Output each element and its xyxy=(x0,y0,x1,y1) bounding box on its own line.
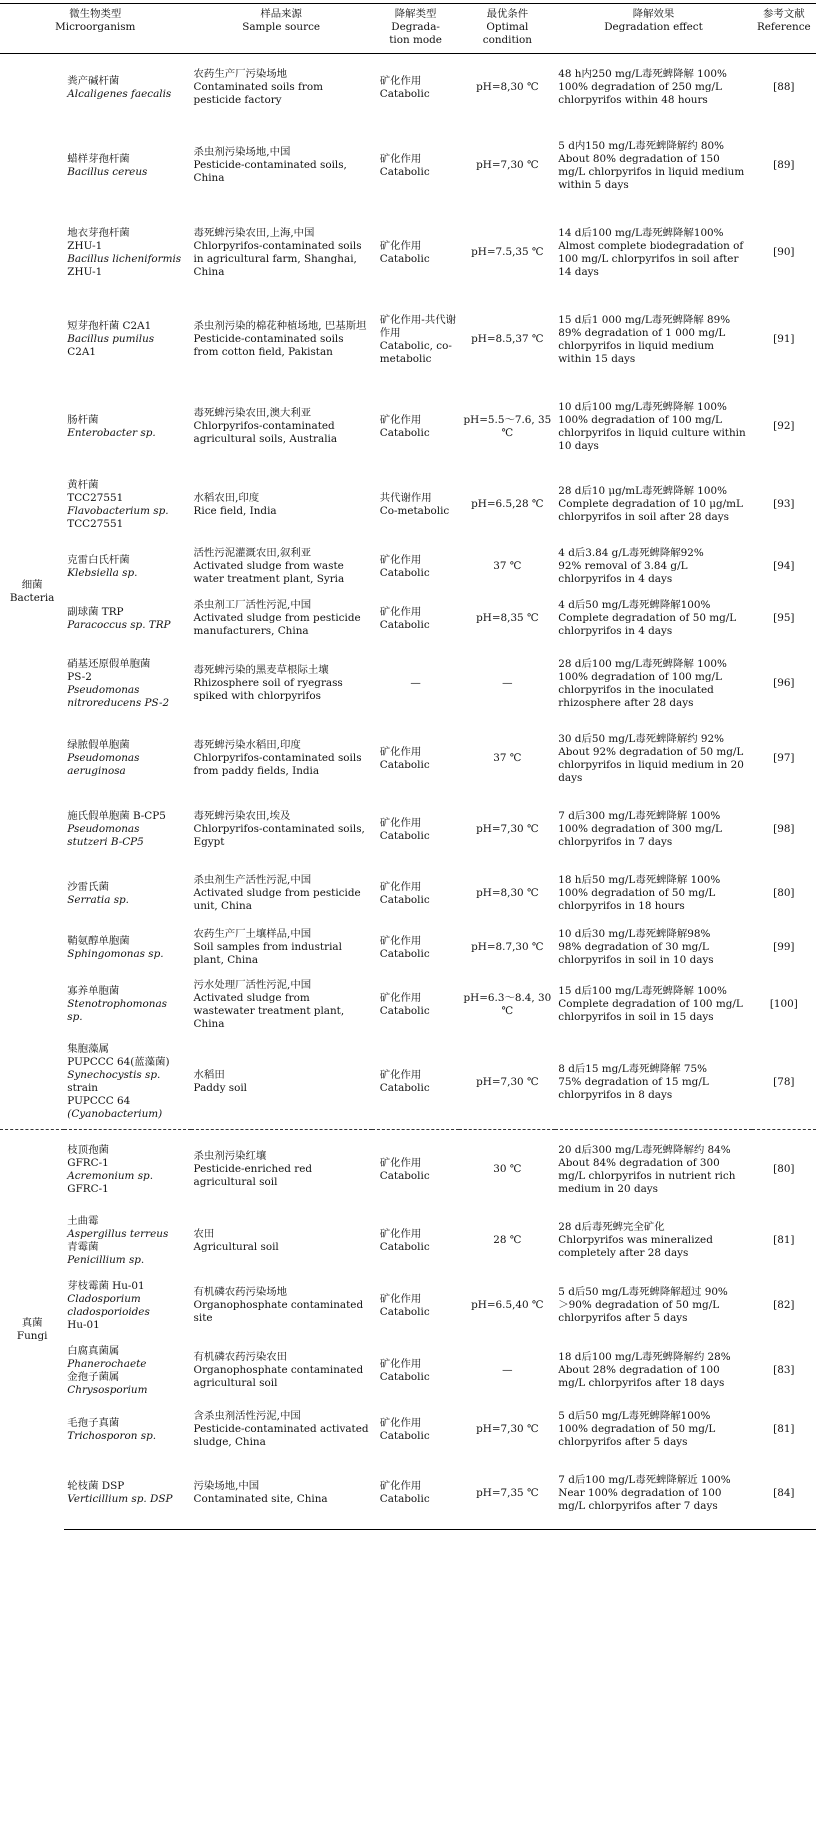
optimal-condition-cell: — xyxy=(502,1364,513,1376)
header-reference: 参考文献 Reference xyxy=(752,4,816,54)
table-row xyxy=(0,122,816,210)
reference-cell: [92] xyxy=(773,420,795,432)
degradation-mode-cell: 共代谢作用 Co-metabolic xyxy=(379,491,450,517)
degradation-mode-cell: 矿化作用 Catabolic xyxy=(379,1416,430,1442)
optimal-condition-cell: pH=7,30 ℃ xyxy=(476,159,539,171)
degradation-effect-cell: 30 d后50 mg/L毒死蜱降解约 92% About 92% degradation of 50 mg/L chlorpyrifos in liquid medium in 20 days xyxy=(558,732,744,784)
sample-source-cell: 污水处理厂活性污泥,中国 Activated sludge from wastewater treatment plant, China xyxy=(193,978,345,1030)
degradation-mode-cell: 矿化作用 Catabolic xyxy=(379,553,430,579)
degradation-mode-cell: 矿化作用 Catabolic xyxy=(379,413,430,439)
reference-cell: [78] xyxy=(773,1075,795,1088)
table-row xyxy=(0,54,816,122)
degradation-effect-cell: 28 d后10 μg/mL毒死蜱降解 100% Complete degradation of 10 μg/mL chlorpyrifos in soil after 28 days xyxy=(558,485,743,523)
optimal-condition-cell: pH=8.5,37 ℃ xyxy=(471,333,544,345)
sample-source-cell: 农田 Agricultural soil xyxy=(193,1227,279,1253)
species-cell: 芽枝霉菌 Hu-01 Cladosporium cladosporioides Hu-01 xyxy=(67,1279,150,1331)
degradation-mode-cell: 矿化作用 Catabolic xyxy=(372,1130,460,1210)
sample-source-cell: 活性污泥灌溉农田,叙利亚 Activated sludge from waste water treatment plant, Syria xyxy=(193,547,345,585)
table-row xyxy=(0,296,816,384)
degradation-effect-cell: 15 d后1 000 mg/L毒死蜱降解 89% 89% degradation of 1 000 mg/L chlorpyrifos in liquid medium within 15 days xyxy=(558,313,731,365)
reference-cell: [99] xyxy=(773,941,795,953)
degradation-effect-cell: 4 d后50 mg/L毒死蜱降解100% Complete degradation of 50 mg/L chlorpyrifos in 4 days xyxy=(558,599,737,637)
table-row xyxy=(0,724,816,794)
table-row xyxy=(0,540,816,594)
degradation-effect-cell: 20 d后300 mg/L毒死蜱降解约 84% About 84% degradation of 300 mg/L chlorpyrifos in nutrient rich medium in 20 days xyxy=(555,1130,751,1210)
species-cell: 毛孢子真菌 Trichosporon sp. xyxy=(67,1416,157,1442)
header-optimal-condition: 最优条件 Optimal condition xyxy=(459,4,555,54)
degradation-mode-cell: 矿化作用 Catabolic xyxy=(379,605,430,631)
degradation-mode-cell: — xyxy=(410,677,421,689)
degradation-effect-cell: 28 d后毒死蜱完全矿化 Chlorpyrifos was mineralized completely after 28 days xyxy=(558,1221,713,1259)
degradation-mode-cell: 矿化作用 Catabolic xyxy=(379,1292,430,1318)
optimal-condition-cell: 37 ℃ xyxy=(493,560,522,572)
organism-group-cell: 真菌 Fungi xyxy=(0,1130,64,1530)
sample-source-cell: 杀虫剂污染场地,中国 Pesticide-contaminated soils, China xyxy=(193,146,347,184)
reference-cell: [94] xyxy=(773,560,795,572)
species-cell: 集胞藻属 PUPCCC 64(蓝藻菌) Synechocystis sp. strain PUPCCC 64 (Cyanobacterium) xyxy=(67,1043,170,1121)
sample-source-cell: 毒死蜱污染农田,埃及 Chlorpyrifos-contaminated soils, Egypt xyxy=(193,810,365,848)
degradation-effect-cell: 48 h内250 mg/L毒死蜱降解 100% 100% degradation of 250 mg/L chlorpyrifos within 48 hours xyxy=(558,68,727,107)
sample-source-cell: 杀虫剂生产活性污泥,中国 Activated sludge from pesticide unit, China xyxy=(193,874,361,912)
table-row xyxy=(0,1036,816,1130)
table-row xyxy=(0,1340,816,1402)
optimal-condition-cell: — xyxy=(502,677,513,689)
optimal-condition-cell: pH=5.5～7.6, 35 ℃ xyxy=(463,413,552,439)
degradation-effect-cell: 5 d后50 mg/L毒死蜱降解超过 90% ＞90% degradation of 50 mg/L chlorpyrifos after 5 days xyxy=(558,1286,728,1324)
species-cell: 沙雷氏菌 Serratia sp. xyxy=(67,880,129,906)
sample-source-cell: 杀虫剂工厂活性污泥,中国 Activated sludge from pesticide manufacturers, China xyxy=(193,599,361,637)
sample-source-cell: 污染场地,中国 Contaminated site, China xyxy=(191,1458,372,1530)
header-row xyxy=(0,4,816,54)
organism-group-cell: 细菌 Bacteria xyxy=(9,578,55,604)
reference-cell: [88] xyxy=(773,81,795,94)
degradation-effect-cell: 10 d后100 mg/L毒死蜱降解 100% 100% degradation of 100 mg/L chlorpyrifos in liquid culture within 10 days xyxy=(558,400,746,452)
degradation-mode-cell: 矿化作用 Catabolic xyxy=(379,239,430,265)
reference-cell: [80] xyxy=(773,887,795,899)
species-cell: 克雷白氏杆菌 Klebsiella sp. xyxy=(67,553,138,579)
species-cell: 鞘氨醇单胞菌 Sphingomonas sp. xyxy=(67,934,164,960)
degradation-effect-cell: 18 d后100 mg/L毒死蜱降解约 28% About 28% degradation of 100 mg/L chlorpyrifos after 18 days xyxy=(558,1351,731,1389)
degradation-mode-cell: 矿化作用 Catabolic xyxy=(379,934,430,960)
table-row xyxy=(0,866,816,922)
sample-source-cell: 有机磷农药污染场地 Organophosphate contaminated site xyxy=(193,1286,364,1324)
reference-cell: [98] xyxy=(773,823,795,835)
species-cell: 绿脓假单胞菌 Pseudomonas aeruginosa xyxy=(67,739,140,777)
optimal-condition-cell: pH=8,30 ℃ xyxy=(476,81,539,94)
species-cell: 蜡样芽孢杆菌 Bacillus cereus xyxy=(67,152,148,178)
species-cell: 副球菌 TRP Paracoccus sp. TRP xyxy=(67,605,171,631)
optimal-condition-cell: pH=8,30 ℃ xyxy=(476,887,539,899)
reference-cell: [84] xyxy=(752,1458,816,1530)
table-row xyxy=(0,1130,816,1210)
degradation-mode-cell: 矿化作用 Catabolic xyxy=(379,1227,430,1253)
sample-source-cell: 毒死蜱污染的黑麦草根际土壤 Rhizosphere soil of ryegrass spiked with chlorpyrifos xyxy=(193,664,343,702)
reference-cell: [81] xyxy=(773,1423,795,1435)
sample-source-cell: 含杀虫剂活性污泥,中国 Pesticide-contaminated activated sludge, China xyxy=(193,1410,369,1448)
species-cell: 短芽孢杆菌 C2A1 Bacillus pumilus C2A1 xyxy=(67,320,155,358)
species-cell: 枝顶孢菌 GFRC-1 Acremonium sp. GFRC-1 xyxy=(64,1130,190,1210)
table-row xyxy=(0,1402,816,1458)
reference-cell: [91] xyxy=(773,333,795,345)
optimal-condition-cell: pH=6.5,28 ℃ xyxy=(471,498,544,510)
species-cell: 粪产碱杆菌 Alcaligenes faecalis xyxy=(67,74,172,100)
sample-source-cell: 杀虫剂污染的棉花种植场地, 巴基斯坦 Pesticide-contaminated soils from cotton field, Pakistan xyxy=(193,320,367,358)
table-row xyxy=(0,1210,816,1272)
degradation-mode-cell: 矿化作用 Catabolic xyxy=(379,74,430,100)
reference-cell: [83] xyxy=(773,1364,795,1376)
reference-cell: [93] xyxy=(773,498,795,510)
optimal-condition-cell: pH=8,35 ℃ xyxy=(476,612,539,624)
optimal-condition-cell: pH=7,30 ℃ xyxy=(476,1423,539,1435)
sample-source-cell: 杀虫剂污染红壤 Pesticide-enriched red agricultural soil xyxy=(191,1130,372,1210)
degradation-mode-cell: 矿化作用 Catabolic xyxy=(379,1357,430,1383)
table-row xyxy=(0,1272,816,1340)
reference-cell: [82] xyxy=(773,1299,795,1311)
sample-source-cell: 毒死蜱污染农田,上海,中国 Chlorpyrifos-contaminated soils in agricultural farm, Shanghai, China xyxy=(193,226,362,278)
species-cell: 硝基还原假单胞菌 PS-2 Pseudomonas nitroreducens PS-2 xyxy=(67,657,170,709)
table-row xyxy=(0,974,816,1036)
header-sample-source: 样品来源 Sample source xyxy=(191,4,372,54)
degradation-effect-cell: 18 h后50 mg/L毒死蜱降解 100% 100% degradation of 50 mg/L chlorpyrifos in 18 hours xyxy=(558,874,721,912)
degradation-effect-cell: 8 d后15 mg/L毒死蜱降解 75% 75% degradation of 15 mg/L chlorpyrifos in 8 days xyxy=(558,1062,709,1101)
chlorpyrifos-degrading-microorganisms-table xyxy=(0,3,816,1530)
optimal-condition-cell: pH=6.3～8.4, 30 ℃ xyxy=(463,991,552,1017)
sample-source-cell: 有机磷农药污染农田 Organophosphate contaminated agricultural soil xyxy=(193,1351,364,1389)
reference-cell: [89] xyxy=(773,159,795,171)
table-row xyxy=(0,1458,816,1530)
table-row xyxy=(0,470,816,540)
reference-cell: [100] xyxy=(769,998,798,1010)
degradation-effect-cell: 14 d后100 mg/L毒死蜱降解100% Almost complete biodegradation of 100 mg/L chlorpyrifos in soil after 14 days xyxy=(558,226,744,278)
optimal-condition-cell: 28 ℃ xyxy=(493,1234,522,1246)
degradation-mode-cell: 矿化作用-共代谢作用 Catabolic, co-metabolic xyxy=(379,313,456,365)
degradation-effect-cell: 5 d内150 mg/L毒死蜱降解约 80% About 80% degradation of 150 mg/L chlorpyrifos in liquid medium within 5 days xyxy=(558,139,745,191)
degradation-mode-cell: 矿化作用 Catabolic xyxy=(379,1069,430,1095)
degradation-mode-cell: 矿化作用 Catabolic xyxy=(379,152,430,178)
reference-cell: [96] xyxy=(773,677,795,689)
optimal-condition-cell: pH=6.5,40 ℃ xyxy=(471,1299,544,1311)
species-cell: 寡养单胞菌 Stenotrophomonas sp. xyxy=(67,985,168,1023)
reference-cell: [81] xyxy=(773,1234,795,1246)
reference-cell: [90] xyxy=(773,246,795,258)
table-row xyxy=(0,594,816,644)
optimal-condition-cell: pH=7,30 ℃ xyxy=(476,823,539,835)
species-cell: 白腐真菌属 Phanerochaete 金孢子菌属 Chrysosporium xyxy=(67,1344,148,1396)
sample-source-cell: 农药生产厂土壤样品,中国 Soil samples from industrial plant, China xyxy=(193,928,342,966)
header-microorganism: 微生物类型 Microorganism xyxy=(0,4,191,54)
optimal-condition-cell: pH=7.5,35 ℃ xyxy=(471,246,544,258)
degradation-effect-cell: 5 d后50 mg/L毒死蜱降解100% 100% degradation of 50 mg/L chlorpyrifos after 5 days xyxy=(558,1410,716,1448)
header-degradation-mode: 降解类型 Degrada- tion mode xyxy=(372,4,460,54)
sample-source-cell: 毒死蜱污染农田,澳大利亚 Chlorpyrifos-contaminated agricultural soils, Australia xyxy=(193,407,338,445)
species-cell: 施氏假单胞菌 B-CP5 Pseudomonas stutzeri B-CP5 xyxy=(67,810,166,848)
species-cell: 黄杆菌 TCC27551 Flavobacterium sp. TCC27551 xyxy=(67,478,169,530)
reference-cell: [80] xyxy=(752,1130,816,1210)
species-cell: 轮枝菌 DSP Verticillium sp. DSP xyxy=(64,1458,190,1530)
sample-source-cell: 毒死蜱污染水稻田,印度 Chlorpyrifos-contaminated soils from paddy fields, India xyxy=(193,739,362,777)
species-cell: 肠杆菌 Enterobacter sp. xyxy=(67,413,156,439)
table-row xyxy=(0,794,816,866)
header-degradation-effect: 降解效果 Degradation effect xyxy=(555,4,751,54)
degradation-effect-cell: 4 d后3.84 g/L毒死蜱降解92% 92% removal of 3.84 g/L chlorpyrifos in 4 days xyxy=(558,547,704,585)
table-row xyxy=(0,210,816,296)
degradation-mode-cell: 矿化作用 Catabolic xyxy=(379,745,430,771)
degradation-mode-cell: 矿化作用 Catabolic xyxy=(372,1458,460,1530)
optimal-condition-cell: pH=7,30 ℃ xyxy=(476,1075,539,1088)
table-row xyxy=(0,384,816,470)
optimal-condition-cell: 37 ℃ xyxy=(493,752,522,764)
species-cell: 土曲霉 Aspergillus terreus 青霉菌 Penicillium sp. xyxy=(67,1214,169,1266)
degradation-effect-cell: 7 d后100 mg/L毒死蜱降解近 100% Near 100% degradation of 100 mg/L chlorpyrifos after 7 days xyxy=(555,1458,751,1530)
reference-cell: [95] xyxy=(773,612,795,624)
optimal-condition-cell: pH=7,35 ℃ xyxy=(459,1458,555,1530)
optimal-condition-cell: pH=8.7,30 ℃ xyxy=(471,941,544,953)
degradation-mode-cell: 矿化作用 Catabolic xyxy=(379,991,430,1017)
sample-source-cell: 水稻农田,印度 Rice field, India xyxy=(193,491,277,517)
degradation-effect-cell: 7 d后300 mg/L毒死蜱降解 100% 100% degradation of 300 mg/L chlorpyrifos in 7 days xyxy=(558,810,722,848)
degradation-effect-cell: 28 d后100 mg/L毒死蜱降解 100% 100% degradation of 100 mg/L chlorpyrifos in the inoculated rhizosphere after 28 days xyxy=(558,657,727,709)
sample-source-cell: 农药生产厂污染场地 Contaminated soils from pesticide factory xyxy=(193,68,323,107)
degradation-effect-cell: 15 d后100 mg/L毒死蜱降解 100% Complete degradation of 100 mg/L chlorpyrifos in soil in 15 days xyxy=(558,985,743,1023)
degradation-mode-cell: 矿化作用 Catabolic xyxy=(379,880,430,906)
sample-source-cell: 水稻田 Paddy soil xyxy=(193,1069,247,1095)
degradation-effect-cell: 10 d后30 mg/L毒死蜱降解98% 98% degradation of 30 mg/L chlorpyrifos in soil in 10 days xyxy=(558,928,714,966)
reference-cell: [97] xyxy=(773,752,795,764)
table-row xyxy=(0,922,816,974)
species-cell: 地衣芽孢杆菌 ZHU-1 Bacillus licheniformis ZHU-1 xyxy=(67,226,182,278)
table-row xyxy=(0,644,816,724)
degradation-mode-cell: 矿化作用 Catabolic xyxy=(379,816,430,842)
optimal-condition-cell: 30 ℃ xyxy=(459,1130,555,1210)
